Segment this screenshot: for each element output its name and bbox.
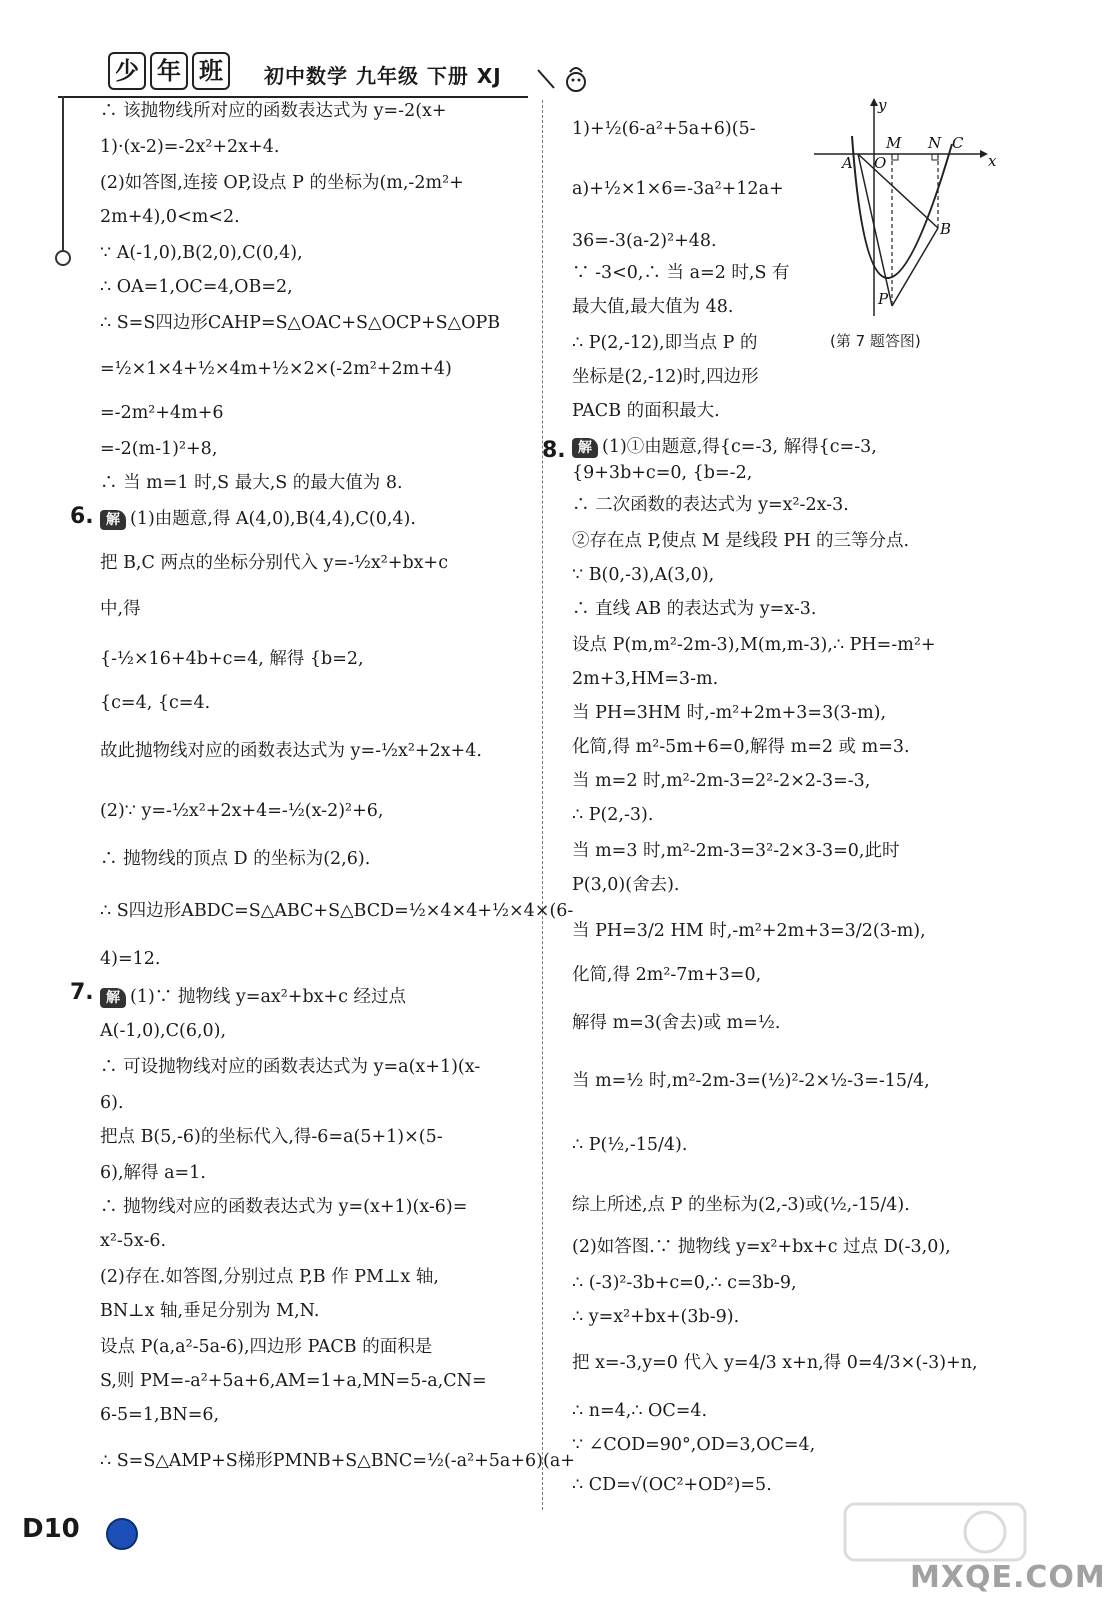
text-line: a)+½×1×6=-3a²+12a+ — [572, 179, 784, 199]
text-line: ②存在点 P,使点 M 是线段 PH 的三等分点. — [572, 531, 910, 551]
label-m: M — [886, 134, 902, 152]
binder-hole — [55, 250, 71, 266]
text-line: PACB 的面积最大. — [572, 401, 720, 421]
text-line: 1)·(x-2)=-2x²+2x+4. — [100, 137, 280, 157]
text-line: (1)由题意,得 A(4,0),B(4,4),C(0,4). — [130, 509, 416, 529]
answer-badge: 解 — [572, 438, 598, 458]
answer-badge: 解 — [100, 510, 126, 530]
text-line: {9+3b+c=0, {b=-2, — [572, 463, 753, 483]
text-line: ∴ OA=1,OC=4,OB=2, — [100, 277, 293, 297]
label-p: P — [878, 290, 889, 308]
text-line: (2)存在.如答图,分别过点 P,B 作 PM⊥x 轴, — [100, 1267, 439, 1287]
column-divider — [542, 100, 543, 1510]
text-line: 化简,得 m²-5m+6=0,解得 m=2 或 m=3. — [572, 737, 910, 757]
page-badge-icon — [106, 1518, 138, 1550]
text-line: 设点 P(a,a²-5a-6),四边形 PACB 的面积是 — [100, 1337, 433, 1357]
text-line: ∴ S四边形ABDC=S△ABC+S△BCD=½×4×4+½×4×(6- — [100, 901, 574, 921]
brand-char: 年 — [150, 52, 188, 90]
cartoon-icon — [536, 58, 596, 98]
text-line: 当 m=½ 时,m²-2m-3=(½)²-2×½-3=-15/4, — [572, 1071, 930, 1091]
answer-badge: 解 — [100, 988, 126, 1008]
text-line: 36=-3(a-2)²+48. — [572, 231, 717, 251]
text-line: ∴ S=S△AMP+S梯形PMNB+S△BNC=½(-a²+5a+6)(a+ — [100, 1451, 575, 1471]
text-line: 化简,得 2m²-7m+3=0, — [572, 965, 762, 985]
question-number: 8. — [542, 438, 566, 463]
text-line: 中,得 — [100, 599, 141, 619]
label-a: A — [842, 154, 853, 172]
segment-ab — [858, 154, 938, 228]
text-line: ∵ ∠COD=90°,OD=3,OC=4, — [572, 1435, 816, 1455]
page-header — [58, 52, 598, 96]
brand-char: 少 — [108, 52, 146, 90]
text-line: 6-5=1,BN=6, — [100, 1405, 220, 1425]
segment-pb — [892, 228, 938, 306]
watermark-text: MXQE.COM — [910, 1560, 1106, 1595]
text-line: 6). — [100, 1093, 124, 1113]
text-line: ∴ n=4,∴ OC=4. — [572, 1401, 708, 1421]
brand-char: 班 — [192, 52, 230, 90]
text-line: ∴ 二次函数的表达式为 y=x²-2x-3. — [572, 495, 849, 515]
text-line: (1)①由题意,得{c=-3, 解得{c=-3, — [602, 437, 877, 457]
text-line: BN⊥x 轴,垂足分别为 M,N. — [100, 1301, 320, 1321]
text-line: (1)∵ 抛物线 y=ax²+bx+c 经过点 — [130, 987, 407, 1007]
text-line: ∵ A(-1,0),B(2,0),C(0,4), — [100, 243, 303, 263]
text-line: ∴ 直线 AB 的表达式为 y=x-3. — [572, 599, 817, 619]
label-x: x — [988, 152, 997, 170]
text-line: =-2m²+4m+6 — [100, 403, 224, 423]
label-b: B — [940, 220, 952, 238]
text-line: =-2(m-1)²+8, — [100, 439, 218, 459]
parabola-curve — [852, 136, 952, 278]
book-meta: 初中数学 九年级 下册 XJ — [264, 64, 502, 88]
text-line: 6),解得 a=1. — [100, 1163, 206, 1183]
text-line: ∴ P(2,-3). — [572, 805, 654, 825]
text-line: ∴ 当 m=1 时,S 最大,S 的最大值为 8. — [100, 473, 403, 493]
page-number: D10 — [22, 1514, 80, 1544]
text-line: {c=4, {c=4. — [100, 693, 211, 713]
right-angle-n — [932, 154, 938, 160]
question-number: 7. — [70, 980, 94, 1005]
label-o: O — [874, 154, 887, 172]
text-line: 1)+½(6-a²+5a+6)(5- — [572, 119, 756, 139]
text-line: (2)如答图.∵ 抛物线 y=x²+bx+c 过点 D(-3,0), — [572, 1237, 951, 1257]
text-line: 当 m=2 时,m²-2m-3=2²-2×2-3=-3, — [572, 771, 871, 791]
right-angle-m — [892, 154, 898, 160]
parabola-figure — [812, 96, 1002, 326]
text-line: ∴ (-3)²-3b+c=0,∴ c=3b-9, — [572, 1273, 797, 1293]
text-line: 坐标是(2,-12)时,四边形 — [572, 367, 759, 387]
text-line: (2)如答图,连接 OP,设点 P 的坐标为(m,-2m²+ — [100, 173, 464, 193]
label-c: C — [952, 134, 964, 152]
text-line: ∴ CD=√(OC²+OD²)=5. — [572, 1475, 772, 1495]
text-line: x²-5x-6. — [100, 1231, 167, 1251]
x-axis-arrow — [980, 150, 988, 158]
text-line: ∴ 该抛物线所对应的函数表达式为 y=-2(x+ — [100, 101, 447, 121]
text-line: 故此抛物线对应的函数表达式为 y=-½x²+2x+4. — [100, 741, 482, 761]
text-line: 4)=12. — [100, 949, 161, 969]
text-line: 当 PH=3/2 HM 时,-m²+2m+3=3/2(3-m), — [572, 921, 926, 941]
text-line: =½×1×4+½×4m+½×2×(-2m²+2m+4) — [100, 359, 452, 379]
text-line: 把点 B(5,-6)的坐标代入,得-6=a(5+1)×(5- — [100, 1127, 443, 1147]
brand-logo — [108, 52, 230, 90]
text-line: ∵ -3<0,∴ 当 a=2 时,S 有 — [572, 263, 790, 283]
text-line: ∴ 抛物线对应的函数表达式为 y=(x+1)(x-6)= — [100, 1197, 468, 1217]
text-line: 最大值,最大值为 48. — [572, 297, 734, 317]
label-y: y — [878, 96, 887, 114]
text-line: 把 B,C 两点的坐标分别代入 y=-½x²+bx+c — [100, 553, 449, 573]
text-line: 当 m=3 时,m²-2m-3=3²-2×3-3=0,此时 — [572, 841, 900, 861]
text-line: ∴ 抛物线的顶点 D 的坐标为(2,6). — [100, 849, 371, 869]
figure-caption: (第 7 题答图) — [830, 332, 921, 350]
text-line: 把 x=-3,y=0 代入 y=4/3 x+n,得 0=4/3×(-3)+n, — [572, 1353, 978, 1373]
binder-line — [62, 96, 64, 264]
y-axis-arrow — [870, 98, 878, 106]
text-line: A(-1,0),C(6,0), — [100, 1021, 227, 1041]
text-line: ∴ S=S四边形CAHP=S△OAC+S△OCP+S△OPB — [100, 313, 501, 333]
text-line: 设点 P(m,m²-2m-3),M(m,m-3),∴ PH=-m²+ — [572, 635, 936, 655]
text-line: 2m+3,HM=3-m. — [572, 669, 719, 689]
text-line: {-½×16+4b+c=4, 解得 {b=2, — [100, 649, 364, 669]
text-line: 2m+4),0<m<2. — [100, 207, 240, 227]
text-line: ∴ P(½,-15/4). — [572, 1135, 688, 1155]
label-n: N — [928, 134, 942, 152]
text-line: 当 PH=3HM 时,-m²+2m+3=3(3-m), — [572, 703, 887, 723]
text-line: (2)∵ y=-½x²+2x+4=-½(x-2)²+6, — [100, 801, 384, 821]
text-line: ∴ 可设抛物线对应的函数表达式为 y=a(x+1)(x- — [100, 1057, 481, 1077]
text-line: P(3,0)(舍去). — [572, 875, 680, 895]
text-line: S,则 PM=-a²+5a+6,AM=1+a,MN=5-a,CN= — [100, 1371, 487, 1391]
header-rule — [58, 96, 528, 98]
text-line: ∴ y=x²+bx+(3b-9). — [572, 1307, 740, 1327]
question-number: 6. — [70, 504, 94, 529]
text-line: ∴ P(2,-12),即当点 P 的 — [572, 333, 758, 353]
text-line: ∵ B(0,-3),A(3,0), — [572, 565, 715, 585]
text-line: 解得 m=3(舍去)或 m=½. — [572, 1013, 781, 1033]
text-line: 综上所述,点 P 的坐标为(2,-3)或(½,-15/4). — [572, 1195, 910, 1215]
